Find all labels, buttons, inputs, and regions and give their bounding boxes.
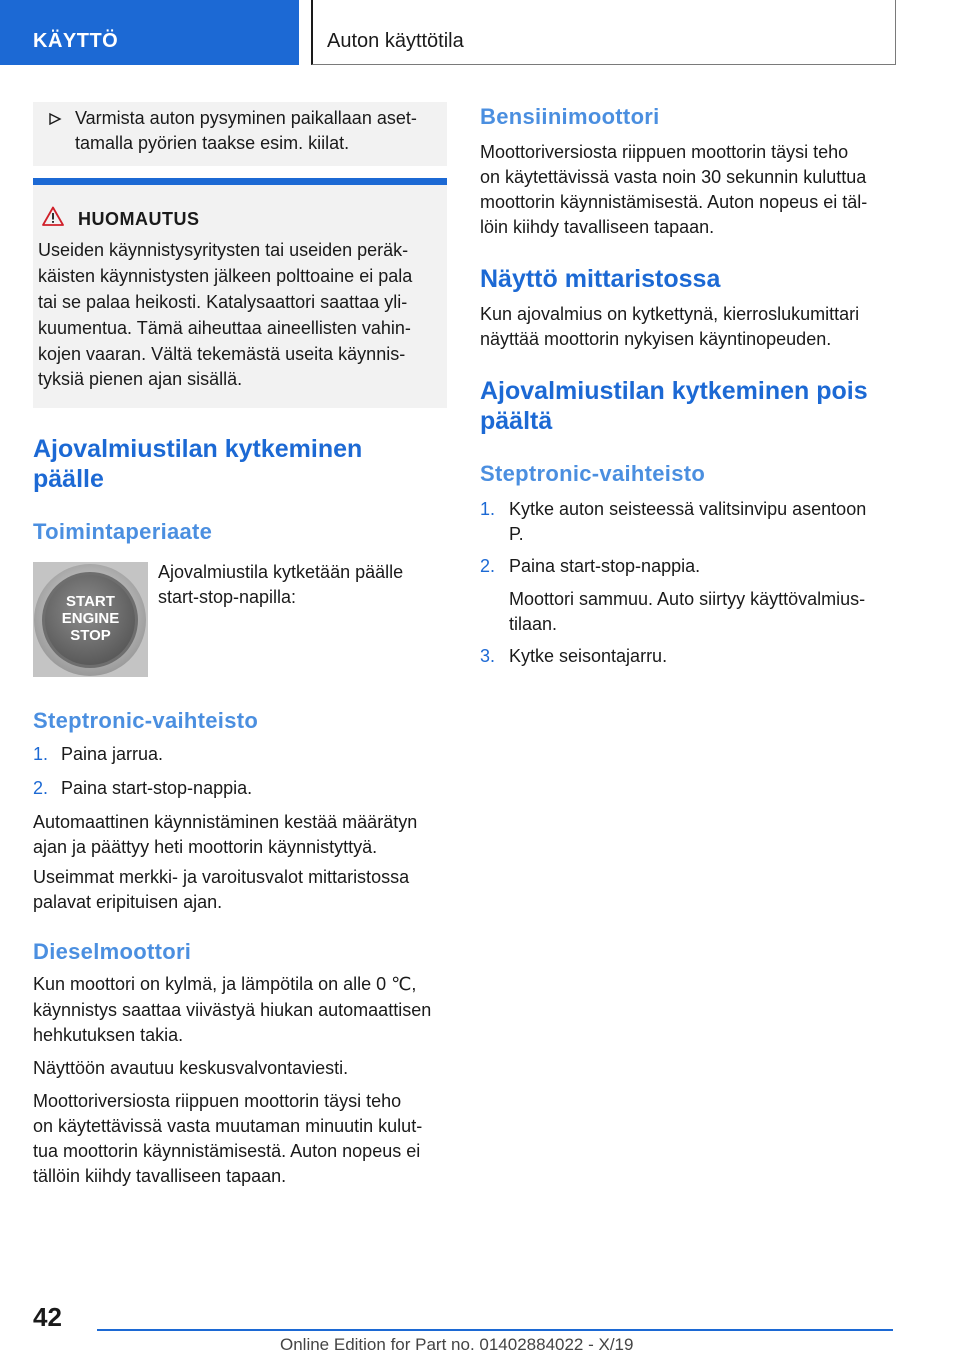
warning-icon bbox=[42, 206, 64, 226]
paragraph-line: moottorin käynnistämisestä. Auton nopeus ei täl- bbox=[480, 192, 868, 212]
heading-ajovalmius-on-2: päälle bbox=[33, 465, 104, 493]
heading-ajovalmius-off-2: päältä bbox=[480, 407, 553, 435]
footer-divider bbox=[97, 1329, 893, 1331]
warning-line-1: Useiden käynnistysyritysten tai useiden peräk- bbox=[38, 240, 409, 260]
warning-line-4: kuumentua. Tämä aiheuttaa aineellisten vahin- bbox=[38, 318, 411, 338]
step-text: Paina jarrua. bbox=[61, 744, 164, 764]
step-text: P. bbox=[509, 524, 524, 544]
heading-steptronic-right: Steptronic-vaihteisto bbox=[480, 461, 706, 486]
footer-edition: Online Edition for Part no. 01402884022 - X/19 bbox=[280, 1335, 634, 1354]
step-text: Moottori sammuu. Auto siirtyy käyttövalmius- bbox=[509, 589, 866, 609]
warning-line-2: käisten käynnistysten jälkeen polttoaine ei pala bbox=[38, 266, 413, 286]
button-label-engine: ENGINE bbox=[61, 610, 120, 627]
paragraph-line: ajan ja päättyy heti moottorin käynnistyttyä. bbox=[33, 837, 378, 857]
step-text: Paina start-stop-nappia. bbox=[61, 778, 253, 798]
warning-line-5: kojen vaaran. Vältä tekemästä useita käynnis- bbox=[38, 344, 406, 364]
paragraph-line: Useimmat merkki- ja varoitusvalot mittaristossa bbox=[33, 867, 410, 887]
page-number: 42 bbox=[33, 1302, 62, 1332]
chapter-tab bbox=[311, 0, 896, 65]
step-number: 1. bbox=[33, 744, 49, 764]
paragraph-line: on käytettävissä vasta noin 30 sekunnin kuluttua bbox=[480, 167, 867, 187]
chapter-title: Auton käyttötila bbox=[327, 30, 464, 52]
principle-line-2: start-stop-napilla: bbox=[158, 587, 297, 607]
tip-line-2: tamalla pyörien taakse esim. kiilat. bbox=[75, 133, 350, 153]
heading-steptronic-left: Steptronic-vaihteisto bbox=[33, 708, 259, 733]
step-number: 1. bbox=[480, 499, 496, 519]
step-number: 3. bbox=[480, 646, 496, 666]
paragraph-line: Moottoriversiosta riippuen moottorin täysi teho bbox=[33, 1091, 402, 1111]
warning-title: HUOMAUTUS bbox=[78, 209, 200, 229]
section-tab bbox=[0, 0, 299, 65]
principle-line-1: Ajovalmiustila kytketään päälle bbox=[158, 562, 404, 582]
paragraph-line: tällöin kiihdy tavalliseen tapaan. bbox=[33, 1166, 287, 1186]
paragraph-line: Moottoriversiosta riippuen moottorin täysi teho bbox=[480, 142, 849, 162]
heading-toimintaperiaate: Toimintaperiaate bbox=[33, 519, 213, 544]
heading-naytto-mittaristossa: Näyttö mittaristossa bbox=[480, 265, 721, 293]
paragraph-line: Kun moottori on kylmä, ja lämpötila on alle 0 ℃, bbox=[33, 974, 417, 994]
paragraph-line: on käytettävissä vasta muutaman minuutin kulut- bbox=[33, 1116, 423, 1136]
paragraph-line: Kun ajovalmius on kytkettynä, kierroslukumittari bbox=[480, 304, 860, 324]
paragraph-line: löin kiihdy tavalliseen tapaan. bbox=[480, 217, 715, 237]
paragraph-line: palavat eripituisen ajan. bbox=[33, 892, 223, 912]
paragraph-line: näyttää moottorin nykyisen käyntinopeuden. bbox=[480, 329, 832, 349]
heading-bensiinimoottori: Bensiinimoottori bbox=[480, 104, 660, 129]
section-title: KÄYTTÖ bbox=[33, 30, 119, 52]
paragraph-line: tua moottorin käynnistämisestä. Auton nopeus ei bbox=[33, 1141, 421, 1161]
paragraph-line: Automaattinen käynnistäminen kestää määrätyn bbox=[33, 812, 418, 832]
button-label-start: START bbox=[66, 593, 115, 610]
step-text: Paina start-stop-nappia. bbox=[509, 556, 701, 576]
step-text: Kytke seisontajarru. bbox=[509, 646, 668, 666]
step-text: Kytke auton seisteessä valitsinvipu asentoon bbox=[509, 499, 867, 519]
paragraph-line: Näyttöön avautuu keskusvalvontaviesti. bbox=[33, 1058, 349, 1078]
step-text: tilaan. bbox=[509, 614, 558, 634]
heading-ajovalmius-off-1: Ajovalmiustilan kytkeminen pois bbox=[480, 377, 868, 405]
heading-ajovalmius-on-1: Ajovalmiustilan kytkeminen bbox=[33, 435, 363, 463]
button-label-stop: STOP bbox=[70, 627, 111, 644]
paragraph-line: käynnistys saattaa viivästyä hiukan automaattisen bbox=[33, 1000, 432, 1020]
start-stop-button-image bbox=[33, 562, 148, 677]
step-number: 2. bbox=[480, 556, 496, 576]
triangle-bullet-icon bbox=[48, 112, 62, 126]
warning-line-3: tai se palaa heikosti. Katalysaattori saattaa yli- bbox=[38, 292, 408, 312]
warning-line-6: tyksiä pienen ajan sisällä. bbox=[38, 369, 243, 389]
paragraph-line: hehkutuksen takia. bbox=[33, 1025, 184, 1045]
tip-line-1: Varmista auton pysyminen paikallaan aset- bbox=[75, 108, 417, 128]
heading-dieselmoottori: Dieselmoottori bbox=[33, 939, 192, 964]
step-number: 2. bbox=[33, 778, 49, 798]
